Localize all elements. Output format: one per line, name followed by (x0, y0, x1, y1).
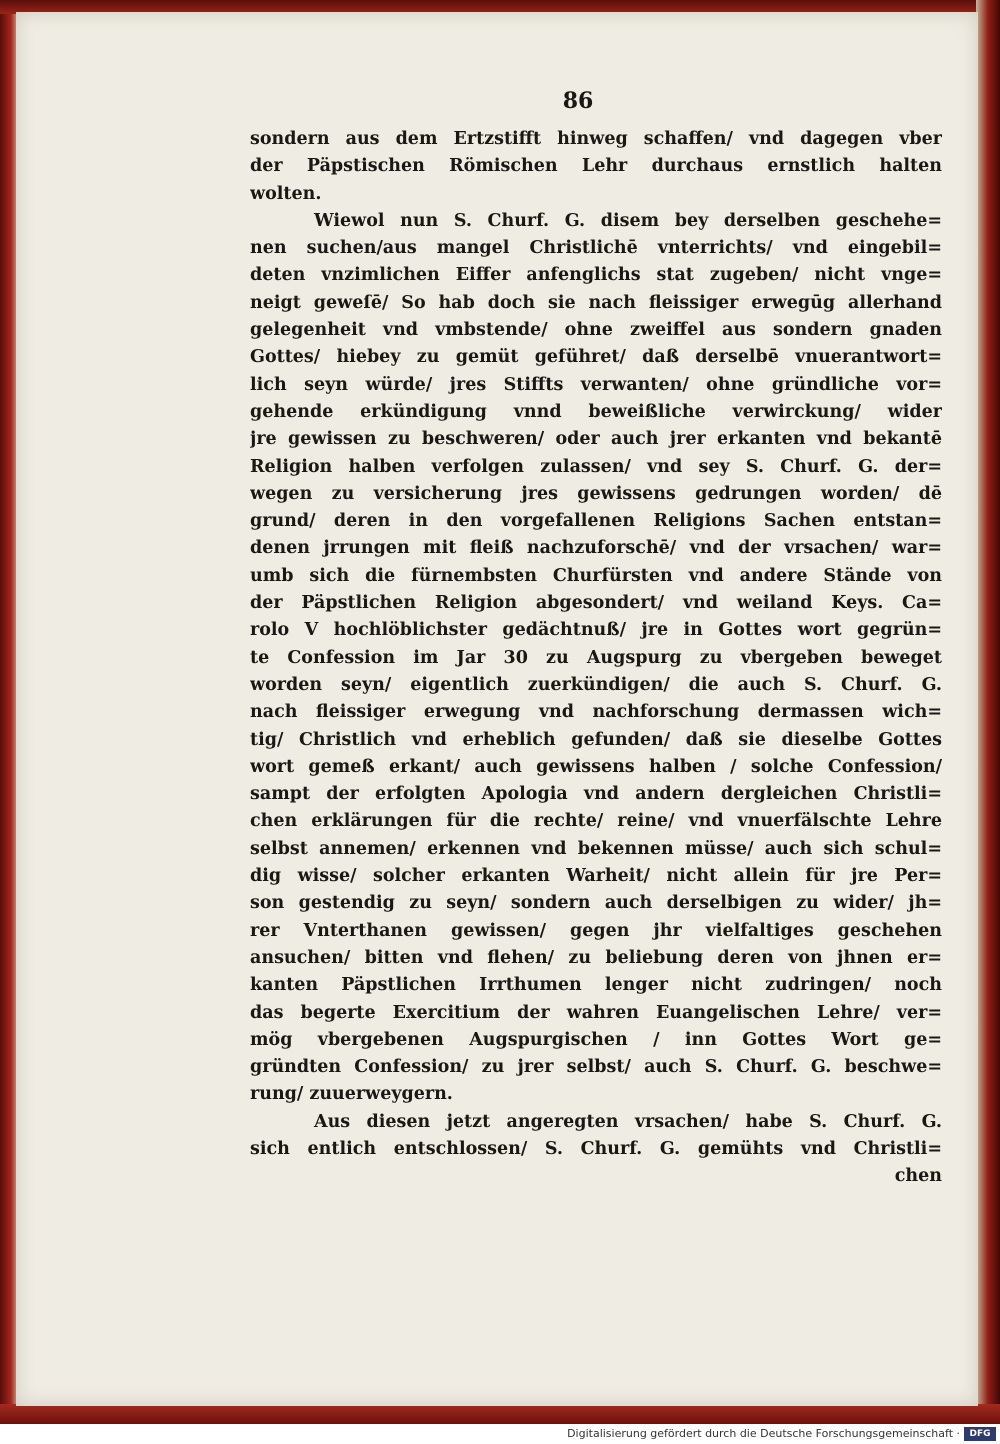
footer-bar (0, 1424, 1000, 1444)
text-line: das begerte Exercitium der wahren Euangelischen Lehre/ ver= (250, 1002, 942, 1023)
text-line: Wiewol nun S. Churf. G. disem bey derselben geschehe= (314, 210, 942, 231)
text-line: son gestendig zu seyn/ sondern auch derselbigen zu wider/ jh= (250, 893, 942, 914)
text-line: te Confession im Jar 30 zu Augspurg zu vbergeben beweget (250, 647, 942, 668)
text-line: umb sich die fürnembsten Churfürsten vnd andere Stände von (250, 565, 942, 586)
catchword: chen (894, 1166, 942, 1187)
text-line: sondern aus dem Ertzstifft hinweg schaffen/ vnd dagegen vber (250, 129, 942, 149)
text-line: denen jrrungen mit fleiß nachzuforschē/ vnd der vrsachen/ war= (250, 538, 942, 559)
text-line: sich entlich entschlossen/ S. Churf. G. gemühts vnd Christli= (250, 1138, 942, 1159)
text-line: nen suchen/aus mangel Christlichē vnterrichts/ vnd eingebil= (250, 238, 942, 259)
text-line: sampt der erfolgten Apologia vnd andern dergleichen Christli= (250, 784, 942, 805)
text-line: wort gemeß erkant/ auch gewissens halben / solche Confession/ (250, 756, 942, 777)
text-line: der Päpstlichen Religion abgesondert/ vnd weiland Keys. Ca= (250, 593, 942, 614)
text-line: neigt geweſē/ So hab doch sie nach fleissiger erwegūg allerhand (250, 292, 942, 313)
text-line: gehende erkündigung vnnd beweißliche verwirckung/ wider (250, 401, 942, 422)
text-line: Religion halben verfolgen zulassen/ vnd sey S. Churf. G. der= (250, 456, 942, 477)
text-line: grund/ deren in den vorgefallenen Religions Sachen entstan= (250, 511, 942, 532)
text-line: rung/ zuuerweygern. (250, 1084, 453, 1105)
text-line: deten vnzimlichen Eiffer anfenglichs stat zugeben/ nicht vnge= (250, 265, 942, 286)
text-line: chen erklärungen für die rechte/ reine/ vnd vnuerfälschte Lehre (250, 811, 942, 832)
text-line: kanten Päpstlichen Irrthumen lenger nicht zudringen/ noch (250, 975, 942, 996)
text-line: gelegenheit vnd vmbstende/ ohne zweiffel aus sondern gnaden (250, 320, 942, 341)
text-line: jre gewissen zu beschweren/ oder auch jrer erkanten vnd bekantē (250, 429, 942, 450)
text-line: Gottes/ hiebey zu gemüt geführet/ daß derselbē vnuerantwort= (250, 347, 942, 368)
funding-notice: Digitalisierung gefördert durch die Deutsche Forschungsgemeinschaft · (567, 1427, 960, 1440)
text-line: selbst annemen/ erkennen vnd bekennen müsse/ auch sich schul= (250, 838, 942, 859)
text-line: wegen zu versicherung jres gewissens gedrungen worden/ dē (250, 483, 942, 504)
text-line: rolo V hochlöblichster gedächtnuß/ jre in Gottes wort gegrün= (250, 620, 942, 641)
text-line: worden seyn/ eigentlich zuerkündigen/ die auch S. Churf. G. (250, 674, 942, 695)
text-line: nach fleissiger erwegung vnd nachforschung dermassen wich= (250, 702, 942, 723)
binding-edge-right (976, 0, 1000, 1424)
text-line: rer Vnterthanen gewissen/ gegen jhr vielfaltiges geschehen (250, 920, 942, 941)
text-line: ansuchen/ bitten vnd flehen/ zu beliebung deren von jhnen er= (250, 947, 942, 968)
text-line: der Päpstischen Römischen Lehr durchaus ernstlich halten (250, 156, 942, 177)
text-line: Aus diesen jetzt angeregten vrsachen/ habe S. Churf. G. (314, 1111, 942, 1132)
text-line: dig wisse/ solcher erkanten Warheit/ nicht allein für jre Per= (250, 866, 942, 887)
binding-edge-bottom (0, 1404, 1000, 1424)
body-text (250, 126, 942, 1191)
text-line: tig/ Christlich vnd erheblich gefunden/ daß sie dieselbe Gottes (250, 729, 942, 750)
dfg-logo-icon: DFG (964, 1427, 996, 1441)
page-number: 86 (562, 88, 594, 114)
text-line: mög vbergebenen Augspurgischen / inn Gottes Wort ge= (250, 1029, 942, 1050)
text-line: gründten Confession/ zu jrer selbst/ auch S. Churf. G. beschwe= (250, 1057, 942, 1078)
text-line: lich seyn würde/ jres Stiffts verwanten/ ohne gründliche vor= (250, 374, 942, 395)
text-line: wolten. (250, 183, 322, 204)
